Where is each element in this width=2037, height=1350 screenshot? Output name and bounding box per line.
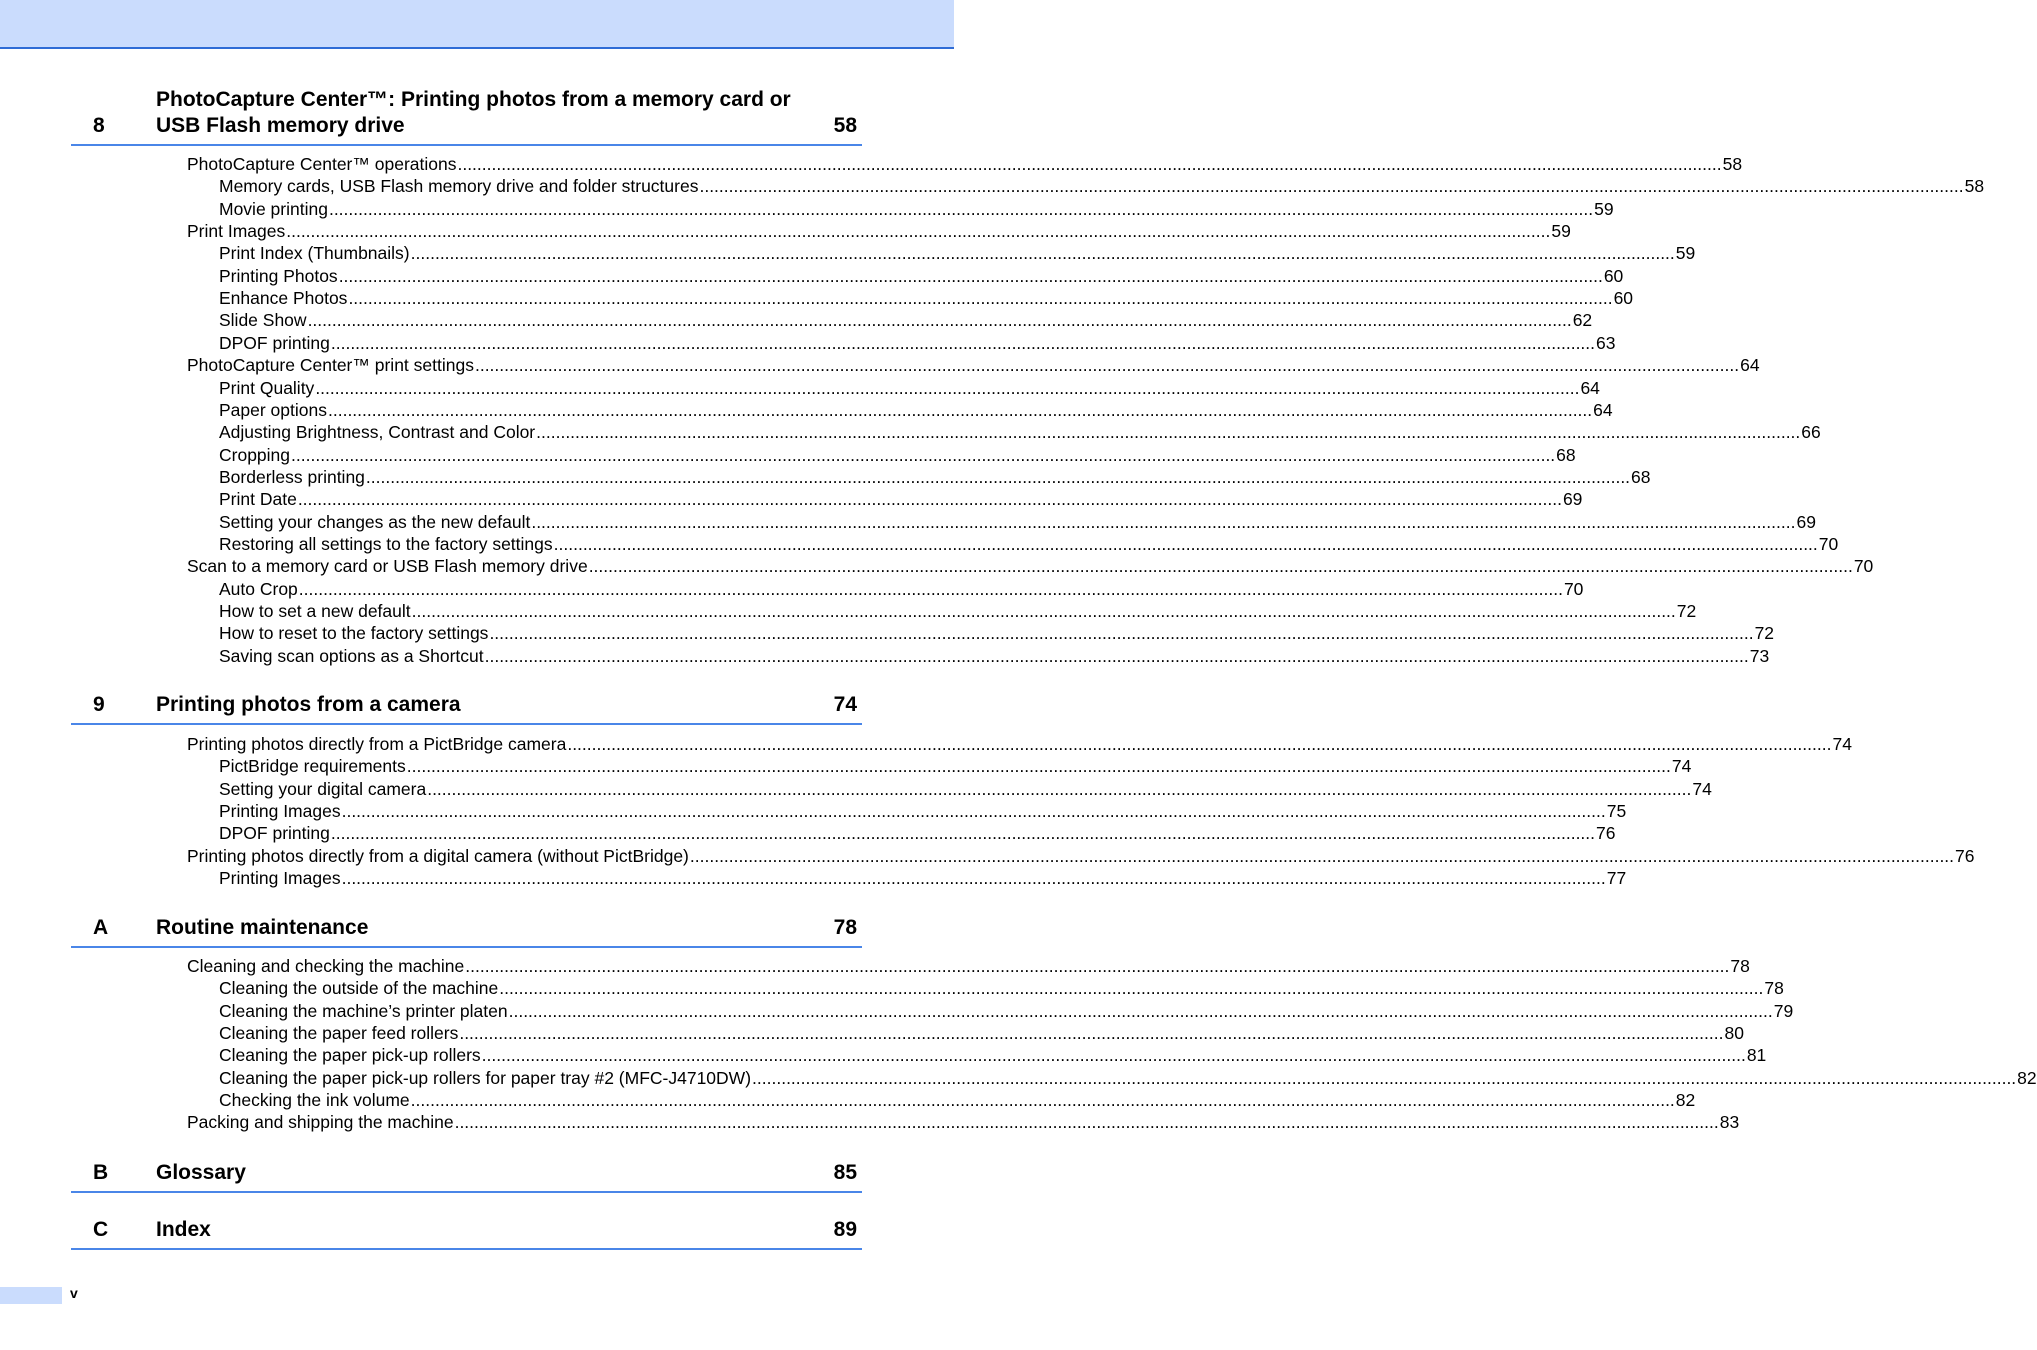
toc-entry-page: 64 bbox=[1593, 400, 1613, 420]
toc-entry-page: 82 bbox=[1675, 1090, 1696, 1110]
chapter-page: 85 bbox=[833, 1161, 857, 1184]
toc-entry-label: Printing photos directly from a digital camera (without PictBridge) bbox=[187, 846, 689, 866]
footer-page-number: v bbox=[70, 1285, 78, 1301]
toc-entry[interactable] bbox=[219, 265, 1624, 287]
toc-entry[interactable] bbox=[219, 287, 1634, 309]
dot-leader: .................................................................................................................................................................................................................................................................... bbox=[315, 378, 1580, 398]
dot-leader: .................................................................................................................................................................................................................................................................... bbox=[508, 1001, 1773, 1021]
chapter-page: 58 bbox=[833, 114, 857, 137]
toc-entry[interactable] bbox=[219, 444, 1576, 466]
toc-entry-page: 59 bbox=[1675, 243, 1696, 263]
dot-leader: .................................................................................................................................................................................................................................................................... bbox=[427, 779, 1692, 799]
dot-leader: .................................................................................................................................................................................................................................................................... bbox=[410, 1090, 1675, 1110]
toc-entry[interactable] bbox=[219, 1089, 1696, 1111]
toc-entry[interactable] bbox=[219, 198, 1614, 220]
toc-entry-label: Slide Show bbox=[219, 310, 307, 330]
toc-entry-page: 77 bbox=[1606, 868, 1627, 888]
toc-entry[interactable] bbox=[219, 578, 1584, 600]
toc-entry-label: Cleaning the paper feed rollers bbox=[219, 1023, 459, 1043]
toc-entry-page: 80 bbox=[1724, 1023, 1744, 1043]
toc-entry[interactable] bbox=[187, 845, 1975, 867]
chapter-number: 9 bbox=[93, 693, 105, 716]
chapter-heading[interactable] bbox=[71, 1155, 862, 1193]
chapter-number: 8 bbox=[93, 114, 105, 137]
toc-entry[interactable] bbox=[187, 555, 1874, 577]
toc-entry[interactable] bbox=[187, 220, 1571, 242]
toc-entry-label: PhotoCapture Center™ operations bbox=[187, 154, 457, 174]
toc-entry[interactable] bbox=[219, 533, 1839, 555]
dot-leader: .................................................................................................................................................................................................................................................................... bbox=[348, 288, 1613, 308]
toc-entry[interactable] bbox=[219, 822, 1616, 844]
dot-leader: .................................................................................................................................................................................................................................................................... bbox=[338, 266, 1603, 286]
chapter-number: B bbox=[93, 1161, 109, 1184]
dot-leader: .................................................................................................................................................................................................................................................................... bbox=[536, 422, 1801, 442]
toc-entry-label: Scan to a memory card or USB Flash memory drive bbox=[187, 556, 588, 576]
toc-entry[interactable] bbox=[187, 354, 1760, 376]
chapter-page: 89 bbox=[833, 1218, 857, 1241]
toc-entry-page: 70 bbox=[1563, 579, 1584, 599]
toc-entry[interactable] bbox=[219, 377, 1600, 399]
dot-leader: .................................................................................................................................................................................................................................................................... bbox=[298, 579, 1563, 599]
toc-entry-label: Restoring all settings to the factory settings bbox=[219, 534, 553, 554]
dot-leader: .................................................................................................................................................................................................................................................................... bbox=[474, 355, 1740, 375]
chapter-title: Routine maintenance bbox=[156, 916, 369, 939]
toc-entry-label: DPOF printing bbox=[219, 823, 330, 843]
chapter-number: C bbox=[93, 1218, 109, 1241]
chapter-heading[interactable] bbox=[71, 82, 862, 146]
chapter-heading[interactable] bbox=[71, 1213, 862, 1250]
toc-entry[interactable] bbox=[219, 309, 1593, 331]
toc-entry-page: 62 bbox=[1572, 310, 1593, 330]
toc-entry-page: 74 bbox=[1671, 756, 1692, 776]
toc-entry-label: Packing and shipping the machine bbox=[187, 1112, 454, 1132]
toc-entry[interactable] bbox=[219, 778, 1712, 800]
toc-entry-label: PhotoCapture Center™ print settings bbox=[187, 355, 474, 375]
toc-entry-label: Setting your digital camera bbox=[219, 779, 427, 799]
toc-entry[interactable] bbox=[219, 332, 1616, 354]
toc-entry-label: Cleaning the outside of the machine bbox=[219, 978, 499, 998]
dot-leader: .................................................................................................................................................................................................................................................................... bbox=[291, 445, 1556, 465]
toc-entry-label: Print Date bbox=[219, 489, 297, 509]
toc-entry-label: DPOF printing bbox=[219, 333, 330, 353]
toc-entry[interactable] bbox=[219, 466, 1651, 488]
toc-entry[interactable] bbox=[187, 153, 1743, 175]
toc-entry-label: Enhance Photos bbox=[219, 288, 348, 308]
toc-entry-label: Cropping bbox=[219, 445, 291, 465]
toc-entry-label: Paper options bbox=[219, 400, 327, 420]
toc-entry[interactable] bbox=[219, 800, 1627, 822]
dot-leader: .................................................................................................................................................................................................................................................................... bbox=[330, 823, 1596, 843]
dot-leader: .................................................................................................................................................................................................................................................................... bbox=[752, 1068, 2017, 1088]
dot-leader: .................................................................................................................................................................................................................................................................... bbox=[328, 400, 1593, 420]
toc-entry-page: 68 bbox=[1556, 445, 1576, 465]
toc-entry-label: Cleaning the machine’s printer platen bbox=[219, 1001, 508, 1021]
toc-entry-page: 59 bbox=[1551, 221, 1571, 241]
dot-leader: .................................................................................................................................................................................................................................................................... bbox=[328, 199, 1594, 219]
toc-entry-page: 60 bbox=[1613, 288, 1634, 308]
toc-entry-page: 76 bbox=[1596, 823, 1616, 843]
dot-leader: .................................................................................................................................................................................................................................................................... bbox=[457, 154, 1722, 174]
toc-entry-page: 69 bbox=[1796, 512, 1816, 532]
toc-entry[interactable] bbox=[219, 511, 1816, 533]
chapter-heading[interactable] bbox=[71, 688, 862, 725]
header-band bbox=[0, 0, 954, 49]
toc-entry[interactable] bbox=[219, 242, 1696, 264]
dot-leader: .................................................................................................................................................................................................................................................................... bbox=[410, 243, 1675, 263]
chapter-heading[interactable] bbox=[71, 910, 862, 948]
dot-leader: .................................................................................................................................................................................................................................................................... bbox=[297, 489, 1562, 509]
toc-entry[interactable] bbox=[219, 622, 1775, 644]
toc-entry-label: Printing photos directly from a PictBridge camera bbox=[187, 734, 567, 754]
toc-entry-label: Printing Photos bbox=[219, 266, 338, 286]
toc-entry-page: 63 bbox=[1596, 333, 1616, 353]
toc-entry-page: 79 bbox=[1773, 1001, 1794, 1021]
toc-entry-label: Print Index (Thumbnails) bbox=[219, 243, 410, 263]
dot-leader: .................................................................................................................................................................................................................................................................... bbox=[689, 846, 1955, 866]
toc-entry-page: 69 bbox=[1562, 489, 1583, 509]
footer-tab bbox=[0, 1287, 62, 1304]
toc-entry[interactable] bbox=[219, 645, 1770, 667]
dot-leader: .................................................................................................................................................................................................................................................................... bbox=[588, 556, 1853, 576]
dot-leader: .................................................................................................................................................................................................................................................................... bbox=[489, 623, 1754, 643]
toc-entry[interactable] bbox=[219, 488, 1583, 510]
toc-entry-page: 64 bbox=[1580, 378, 1600, 398]
toc-entry-page: 78 bbox=[1730, 956, 1750, 976]
toc-entry-label: Printing Images bbox=[219, 801, 341, 821]
toc-entry-label: Adjusting Brightness, Contrast and Color bbox=[219, 422, 536, 442]
dot-leader: .................................................................................................................................................................................................................................................................... bbox=[531, 512, 1796, 532]
chapter-page: 74 bbox=[833, 693, 857, 716]
dot-leader: .................................................................................................................................................................................................................................................................... bbox=[286, 221, 1551, 241]
dot-leader: .................................................................................................................................................................................................................................................................... bbox=[484, 646, 1749, 666]
toc-entry[interactable] bbox=[187, 1111, 1740, 1133]
dot-leader: .................................................................................................................................................................................................................................................................... bbox=[307, 310, 1572, 330]
toc-entry-page: 66 bbox=[1801, 422, 1821, 442]
toc-entry-label: Checking the ink volume bbox=[219, 1090, 410, 1110]
dot-leader: .................................................................................................................................................................................................................................................................... bbox=[553, 534, 1818, 554]
toc-entry[interactable] bbox=[219, 421, 1821, 443]
toc-entry-label: Memory cards, USB Flash memory drive and folder structures bbox=[219, 176, 699, 196]
dot-leader: .................................................................................................................................................................................................................................................................... bbox=[567, 734, 1832, 754]
toc-entry-page: 64 bbox=[1740, 355, 1760, 375]
chapter-title: Printing photos from a camera bbox=[156, 693, 461, 716]
dot-leader: .................................................................................................................................................................................................................................................................... bbox=[341, 868, 1606, 888]
toc-entry-page: 82 bbox=[2017, 1068, 2037, 1088]
toc-entry-page: 76 bbox=[1955, 846, 1975, 866]
dot-leader: .................................................................................................................................................................................................................................................................... bbox=[341, 801, 1606, 821]
toc-entry[interactable] bbox=[219, 175, 1985, 197]
dot-leader: .................................................................................................................................................................................................................................................................... bbox=[465, 956, 1730, 976]
toc-entry-page: 73 bbox=[1749, 646, 1770, 666]
dot-leader: .................................................................................................................................................................................................................................................................... bbox=[499, 978, 1764, 998]
dot-leader: .................................................................................................................................................................................................................................................................... bbox=[411, 601, 1676, 621]
toc-entry[interactable] bbox=[219, 977, 1784, 999]
dot-leader: .................................................................................................................................................................................................................................................................... bbox=[406, 756, 1671, 776]
dot-leader: .................................................................................................................................................................................................................................................................... bbox=[454, 1112, 1719, 1132]
toc-entry-page: 83 bbox=[1719, 1112, 1740, 1132]
toc-entry-label: Print Images bbox=[187, 221, 286, 241]
toc-entry[interactable] bbox=[187, 955, 1750, 977]
toc-entry-label: Cleaning the paper pick-up rollers for paper tray #2 (MFC-J4710DW) bbox=[219, 1068, 752, 1088]
toc-entry-page: 70 bbox=[1818, 534, 1839, 554]
toc-entry[interactable] bbox=[219, 755, 1692, 777]
chapter-title: Index bbox=[156, 1218, 211, 1241]
toc-entry[interactable] bbox=[219, 1044, 1767, 1066]
toc-entry-label: Saving scan options as a Shortcut bbox=[219, 646, 484, 666]
toc-entry-label: Setting your changes as the new default bbox=[219, 512, 531, 532]
toc-entry-label: Cleaning the paper pick-up rollers bbox=[219, 1045, 481, 1065]
toc-entry[interactable] bbox=[219, 1022, 1744, 1044]
toc-entry[interactable] bbox=[219, 399, 1613, 421]
toc-entry-label: PictBridge requirements bbox=[219, 756, 406, 776]
chapter-title: Glossary bbox=[156, 1161, 246, 1184]
toc-entry-label: Movie printing bbox=[219, 199, 328, 219]
toc-entry[interactable] bbox=[219, 600, 1697, 622]
toc-entry-page: 75 bbox=[1606, 801, 1627, 821]
chapter-number: A bbox=[93, 916, 109, 939]
toc-entry-page: 59 bbox=[1594, 199, 1614, 219]
dot-leader: .................................................................................................................................................................................................................................................................... bbox=[365, 467, 1631, 487]
toc-entry-page: 72 bbox=[1754, 623, 1775, 643]
toc-entry[interactable] bbox=[219, 1067, 2037, 1089]
toc-entry-page: 68 bbox=[1631, 467, 1651, 487]
toc-entry-label: How to reset to the factory settings bbox=[219, 623, 489, 643]
toc-entry-page: 72 bbox=[1676, 601, 1697, 621]
dot-leader: .................................................................................................................................................................................................................................................................... bbox=[699, 176, 1964, 196]
toc-entry-label: Printing Images bbox=[219, 868, 341, 888]
toc-entry-label: Borderless printing bbox=[219, 467, 365, 487]
toc-entry[interactable] bbox=[219, 867, 1627, 889]
toc-entry-page: 58 bbox=[1964, 176, 1985, 196]
dot-leader: .................................................................................................................................................................................................................................................................... bbox=[459, 1023, 1724, 1043]
toc-entry-label: Cleaning and checking the machine bbox=[187, 956, 465, 976]
toc-entry-page: 74 bbox=[1832, 734, 1852, 754]
toc-entry-label: Auto Crop bbox=[219, 579, 298, 599]
toc-entry-page: 70 bbox=[1853, 556, 1874, 576]
toc-entry-label: How to set a new default bbox=[219, 601, 411, 621]
toc-entry[interactable] bbox=[219, 1000, 1794, 1022]
toc-entry-label: Print Quality bbox=[219, 378, 315, 398]
toc-entry[interactable] bbox=[187, 733, 1852, 755]
toc-entry-page: 58 bbox=[1722, 154, 1743, 174]
toc-entry-page: 81 bbox=[1746, 1045, 1767, 1065]
chapter-page: 78 bbox=[833, 916, 857, 939]
toc-entry-page: 60 bbox=[1603, 266, 1624, 286]
chapter-title: PhotoCapture Center™: Printing photos from a memory card or USB Flash memory drive bbox=[156, 88, 791, 137]
dot-leader: .................................................................................................................................................................................................................................................................... bbox=[330, 333, 1596, 353]
toc-entry-page: 74 bbox=[1692, 779, 1712, 799]
dot-leader: .................................................................................................................................................................................................................................................................... bbox=[481, 1045, 1746, 1065]
toc-entry-page: 78 bbox=[1764, 978, 1784, 998]
